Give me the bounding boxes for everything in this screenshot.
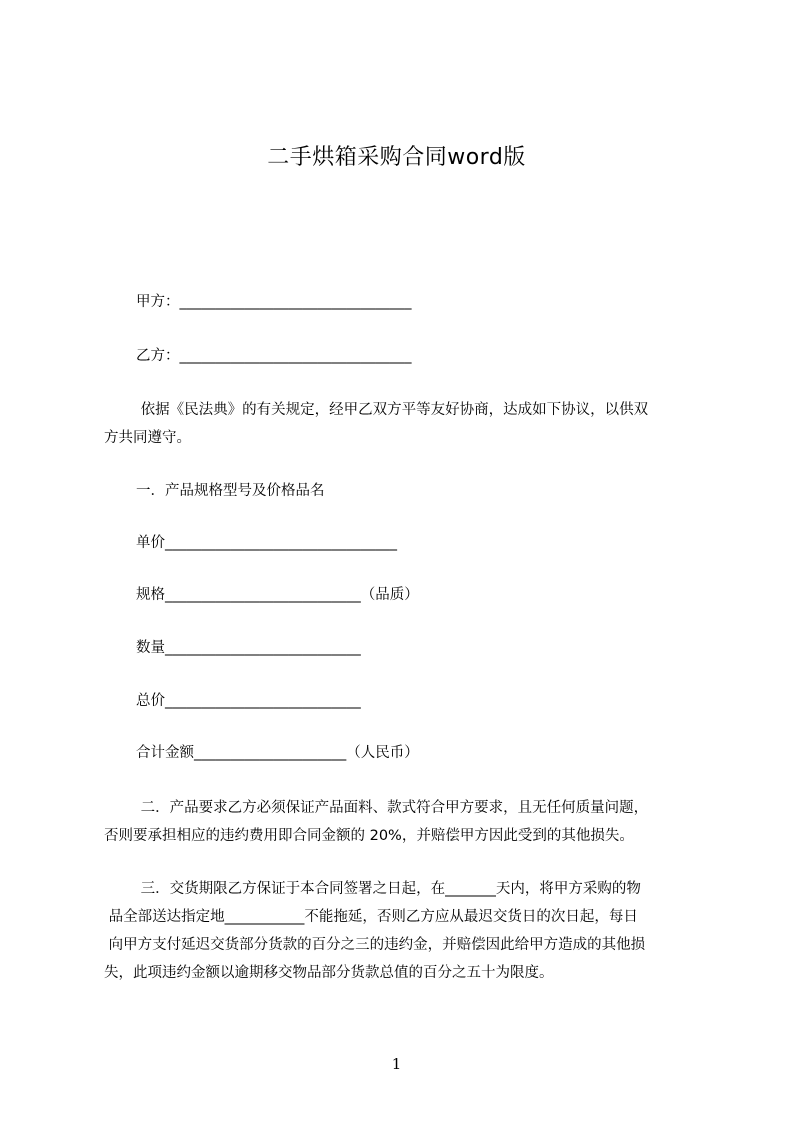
spec-line: 规格___________________________（品质） xyxy=(136,587,419,603)
section3-line-2: 品全部送达指定地___________不能拖延，否则乙方应从最迟交货日的次日起，每日 xyxy=(104,909,638,925)
section3-line-4: 失，此项违约金额以逾期移交物品部分货款总值的百分之五十为限度。 xyxy=(104,965,554,981)
section3-line-1: 三．交货期限乙方保证于本合同签署之日起，在_______天内，将甲方采购的物 xyxy=(136,881,641,897)
quantity-line: 数量___________________________ xyxy=(136,640,361,656)
intro-line-1: 依据《民法典》的有关规定，经甲乙双方平等友好协商，达成如下协议，以供双 xyxy=(136,402,649,418)
party-a-line: 甲方：________________________________ xyxy=(136,294,412,310)
unit-price-line: 单价________________________________ xyxy=(136,535,397,551)
section2-line-2: 否则要承担相应的违约费用即合同金额的 20%，并赔偿甲方因此受到的其他损失。 xyxy=(104,828,634,844)
section2-line-1: 二．产品要求乙方必须保证产品面料、款式符合甲方要求，且无任何质量问题， xyxy=(136,800,649,816)
section1-heading: 一．产品规格型号及价格品名 xyxy=(136,483,325,499)
intro-line-2: 方共同遵守。 xyxy=(104,430,191,446)
section3-line-3: 向甲方支付延迟交货部分货款的百分之三的违约金，并赔偿因此给甲方造成的其他损 xyxy=(104,937,646,953)
sum-amount-line: 合计金额_____________________（人民币） xyxy=(136,745,419,761)
party-b-line: 乙方：________________________________ xyxy=(136,348,412,364)
document-title: 二手烘箱采购合同word版 xyxy=(267,145,526,170)
total-price-line: 总价___________________________ xyxy=(136,693,361,709)
page-number: 1 xyxy=(391,1055,402,1073)
